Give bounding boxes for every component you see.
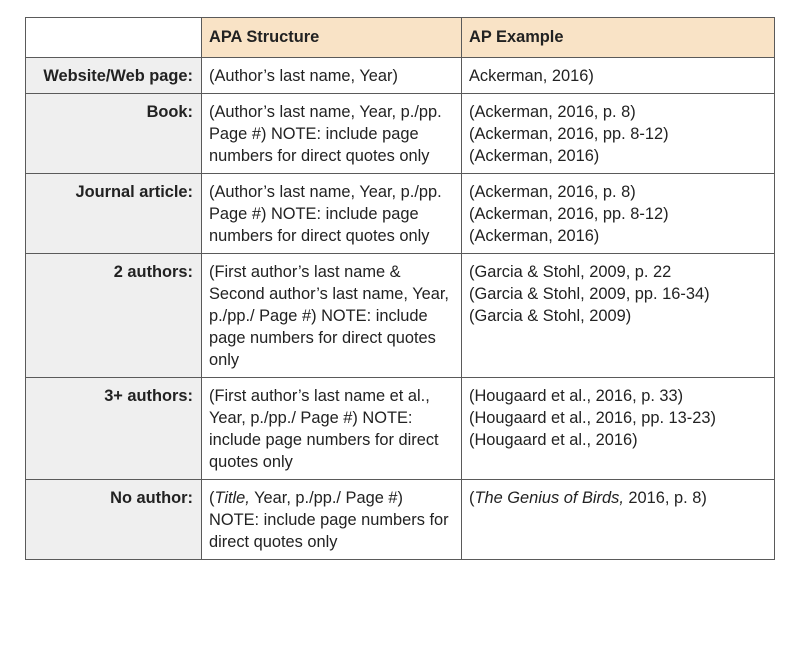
header-apa-structure: APA Structure <box>202 18 462 58</box>
example-line: (Garcia & Stohl, 2009, p. 22 <box>469 263 672 281</box>
example-line: Ackerman, 2016) <box>469 67 594 85</box>
row-label-2-authors: 2 authors: <box>26 254 202 378</box>
example-cell-website <box>462 58 775 94</box>
structure-cell-website: (Author’s last name, Year) <box>202 58 462 94</box>
structure-title-italic: Title, <box>214 489 250 507</box>
example-line: (Hougaard et al., 2016, pp. 13-23) <box>469 409 716 427</box>
row-label-3-plus-authors: 3+ authors: <box>26 378 202 480</box>
table-row <box>26 254 775 378</box>
example-cell-3-plus-authors <box>462 378 775 480</box>
example-line: (Hougaard et al., 2016, p. 33) <box>469 387 684 405</box>
example-cell-2-authors <box>462 254 775 378</box>
structure-cell-3-plus-authors: (First author’s last name et al., Year, p./pp./ Page #) NOTE: include page numbers for direct quotes only <box>202 378 462 480</box>
example-line: (Ackerman, 2016) <box>469 227 600 245</box>
row-label-website: Website/Web page: <box>26 58 202 94</box>
table-row <box>26 58 775 94</box>
structure-rest: Year, p./pp./ Page #) NOTE: include page numbers for direct quotes only <box>209 489 449 551</box>
example-line: (Ackerman, 2016, pp. 8-12) <box>469 125 669 143</box>
example-line <box>469 487 766 509</box>
example-line: (Garcia & Stohl, 2009) <box>469 307 632 325</box>
example-cell-no-author <box>462 480 775 560</box>
example-line: (Ackerman, 2016, p. 8) <box>469 103 636 121</box>
example-line: (Ackerman, 2016, p. 8) <box>469 183 636 201</box>
structure-cell-book: (Author’s last name, Year, p./pp. Page #) NOTE: include page numbers for direct quotes only <box>202 94 462 174</box>
structure-cell-journal-article: (Author’s last name, Year, p./pp. Page #) NOTE: include page numbers for direct quotes only <box>202 174 462 254</box>
structure-cell-no-author <box>202 480 462 560</box>
structure-cell-2-authors: (First author’s last name & Second author’s last name, Year, p./pp./ Page #) NOTE: include page numbers for direct quotes only <box>202 254 462 378</box>
example-rest: 2016, p. 8) <box>623 489 707 507</box>
header-row <box>26 18 775 58</box>
table-row <box>26 94 775 174</box>
row-label-journal-article: Journal article: <box>26 174 202 254</box>
header-ap-example: AP Example <box>462 18 775 58</box>
structure-open-paren: ( <box>209 489 215 507</box>
apa-citation-table <box>25 17 775 560</box>
header-blank-cell <box>26 18 202 58</box>
row-label-no-author: No author: <box>26 480 202 560</box>
row-label-book: Book: <box>26 94 202 174</box>
table-row <box>26 480 775 560</box>
example-cell-book <box>462 94 775 174</box>
table-row <box>26 378 775 480</box>
example-line: (Ackerman, 2016, pp. 8-12) <box>469 205 669 223</box>
example-open-paren: ( <box>469 489 475 507</box>
example-line: (Garcia & Stohl, 2009, pp. 16-34) <box>469 285 710 303</box>
table-row <box>26 174 775 254</box>
example-title-italic: The Genius of Birds, <box>474 489 624 507</box>
example-line: (Ackerman, 2016) <box>469 147 600 165</box>
example-cell-journal-article <box>462 174 775 254</box>
example-line: (Hougaard et al., 2016) <box>469 431 638 449</box>
